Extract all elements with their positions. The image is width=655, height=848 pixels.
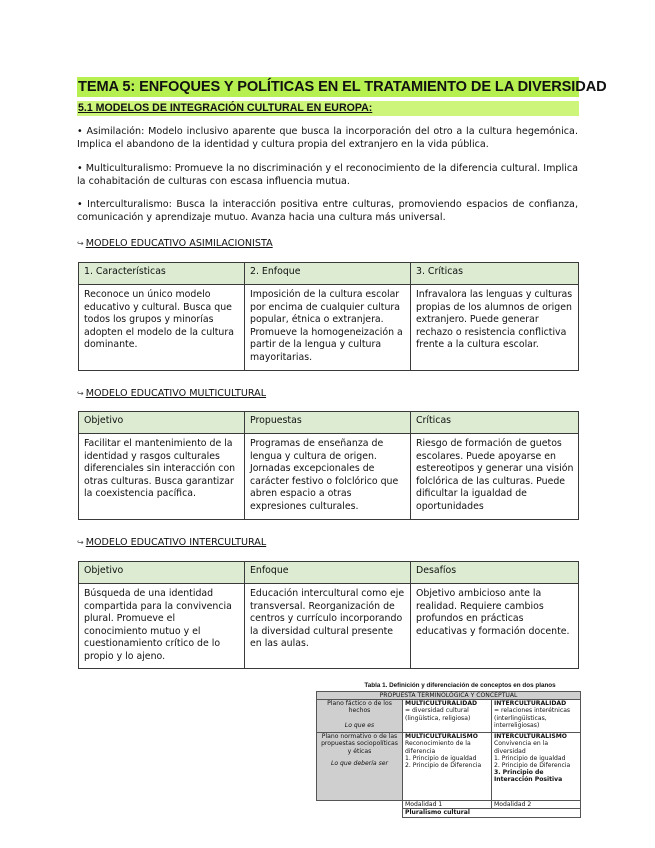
figure-cell (492, 700, 581, 733)
figure-row-label-a: Plano normativo o de las propuestas sociopolíticas y éticas (321, 733, 398, 755)
section-heading-multicultural (77, 388, 266, 400)
section-heading-label: MODELO EDUCATIVO ASIMILACIONISTA (85, 238, 273, 249)
column-header: 3. Críticas (411, 263, 579, 285)
figure-cell-title: INTERCULTURALIDAD (494, 700, 567, 708)
figure-cell-text: 3. Principio de Interacción Positiva (494, 769, 563, 784)
figure-cell-text: 2. Principio de Diferencia (405, 762, 482, 770)
section-subtitle-text: 5.1 MODELOS DE INTEGRACIÓN CULTURAL EN EUROPA: (78, 102, 373, 114)
column-header: Críticas (411, 412, 579, 434)
column-header: Enfoque (245, 562, 411, 584)
figure-cell-text: 1. Principio de igualdad (405, 754, 477, 762)
section-heading-label: MODELO EDUCATIVO INTERCULTURAL (85, 537, 267, 548)
table-cell: Facilitar el mantenimiento de la identidad y rasgos culturales diferenciales sin interacción con otras culturas. Busca garantizar la coexistencia pacífica. (79, 434, 245, 520)
figure-cell-text: Convivencia en la diversidad (494, 740, 549, 755)
figure-row-label-b: Lo que debería ser (330, 759, 388, 767)
table-cell: Infravalora las lenguas y culturas propias de los alumnos de origen extranjero. Puede generar rechazo o resistencia conflictiva frente a la cultura escolar. (411, 285, 579, 371)
table-row (79, 434, 579, 520)
arrow-icon: ↪ (77, 239, 84, 248)
section-heading-intercultural (77, 537, 266, 549)
page-title: TEMA 5: ENFOQUES Y POLÍTICAS EN EL TRATAMIENTO DE LA DIVERSIDAD (78, 79, 607, 95)
table-cell: Búsqueda de una identidad compartida para la convivencia plural. Promueve el conocimiento mutuo y el cuestionamiento crítico de lo propio y lo ajeno. (79, 584, 245, 669)
table-row (79, 285, 579, 371)
paragraph-interculturalismo: • Interculturalismo: Busca la interacción positiva entre culturas, promoviendo espacios de confianza, comunicación y aprendizaje mutuo. Avanza hacia una cultura más universal. (77, 199, 578, 223)
column-header: Desafíos (411, 562, 579, 584)
section-heading-asimilacionista (77, 238, 273, 250)
figure-row (317, 733, 581, 801)
figure-cell-title: INTERCULTURALISMO (494, 733, 567, 741)
figure-cell-text: 1. Principio de igualdad (494, 754, 566, 762)
figure-cell (403, 700, 492, 733)
column-header: Objetivo (79, 562, 245, 584)
figure-cell-text: 2. Principio de Diferencia (494, 762, 571, 770)
figure-cell-text: = relaciones interétnicas (interlingüísticas, interreligiosas) (494, 707, 571, 729)
column-header: 2. Enfoque (245, 263, 411, 285)
paragraph-asimilacion: • Asimilación: Modelo inclusivo aparente que busca la incorporación del otro a la cultura hegemónica. Implica el abandono de la identidad y cultura propia del extranjero en la vida pública. (77, 126, 578, 150)
figure-empty-cell (317, 801, 403, 809)
paragraph-multiculturalismo: • Multiculturalismo: Promueve la no discriminación y el reconocimiento de la diferencia cultural. Implica la cohabitación de culturas con escasa influencia mutua. (77, 163, 578, 187)
figure-row (317, 801, 581, 809)
figure-cell-text: = diversidad cultural (lingüística, religiosa) (405, 707, 471, 722)
table-header-row (79, 263, 579, 285)
figure-cell: Modalidad 1 (403, 801, 492, 809)
section-heading-label: MODELO EDUCATIVO MULTICULTURAL (85, 388, 267, 399)
table-cell: Educación intercultural como eje transversal. Reorganización de centros y currículo incorporando la diversidad cultural presente en las aulas. (245, 584, 411, 669)
table-intercultural (78, 561, 579, 669)
figure-cell (403, 733, 492, 801)
arrow-icon: ↪ (77, 389, 84, 398)
figure-cell-text: Reconocimiento de la diferencia (405, 740, 471, 755)
column-header: Objetivo (79, 412, 245, 434)
table-cell: Programas de enseñanza de lengua y cultura de origen. Jornadas excepcionales de carácter festivo o folclórico que abren espacio a otras expresiones culturales. (245, 434, 411, 520)
figure-header: PROPUESTA TERMINOLÓGICA Y CONCEPTUAL (317, 692, 581, 700)
column-header: 1. Características (79, 263, 245, 285)
figure-row-label (317, 733, 403, 801)
figure-header-row (317, 692, 581, 700)
figure-row-label-a: Plano fáctico o de los hechos (327, 700, 392, 715)
table-header-row (79, 412, 579, 434)
figure-cell (492, 733, 581, 801)
figure-row (317, 700, 581, 733)
column-header: Propuestas (245, 412, 411, 434)
figure-table (316, 691, 581, 818)
table-asimilacionista (78, 262, 579, 371)
table-multicultural (78, 411, 579, 520)
figure-row (317, 809, 581, 817)
table-cell: Riesgo de formación de guetos escolares. Puede apoyarse en estereotipos y generar una visión folclórica de las culturas. Puede dificultar la igualdad de oportunidades (411, 434, 579, 520)
figure-cell: Modalidad 2 (492, 801, 581, 809)
table-cell: Imposición de la cultura escolar por encima de cualquier cultura popular, étnica o extranjera. Promueve la homogeneización a partir de la lengua y cultura mayoritarias. (245, 285, 411, 371)
figure-cell: Pluralismo cultural (403, 809, 581, 817)
figure-title: Tabla 1. Definición y diferenciación de conceptos en dos planos (364, 682, 556, 689)
section-subtitle (77, 101, 579, 116)
arrow-icon: ↪ (77, 538, 84, 547)
figure-cell-title: MULTICULTURALISMO (405, 733, 478, 741)
table-cell: Reconoce un único modelo educativo y cultural. Busca que todos los grupos y minorías adopten el modelo de la cultura dominante. (79, 285, 245, 371)
table-header-row (79, 562, 579, 584)
figure-cell-title: MULTICULTURALIDAD (405, 700, 478, 708)
table-row (79, 584, 579, 669)
figure-row-label-b: Lo que es (344, 721, 375, 729)
table-cell: Objetivo ambicioso ante la realidad. Requiere cambios profundos en prácticas educativas y formación docente. (411, 584, 579, 669)
figure-empty-cell (317, 809, 403, 817)
figure-row-label (317, 700, 403, 733)
